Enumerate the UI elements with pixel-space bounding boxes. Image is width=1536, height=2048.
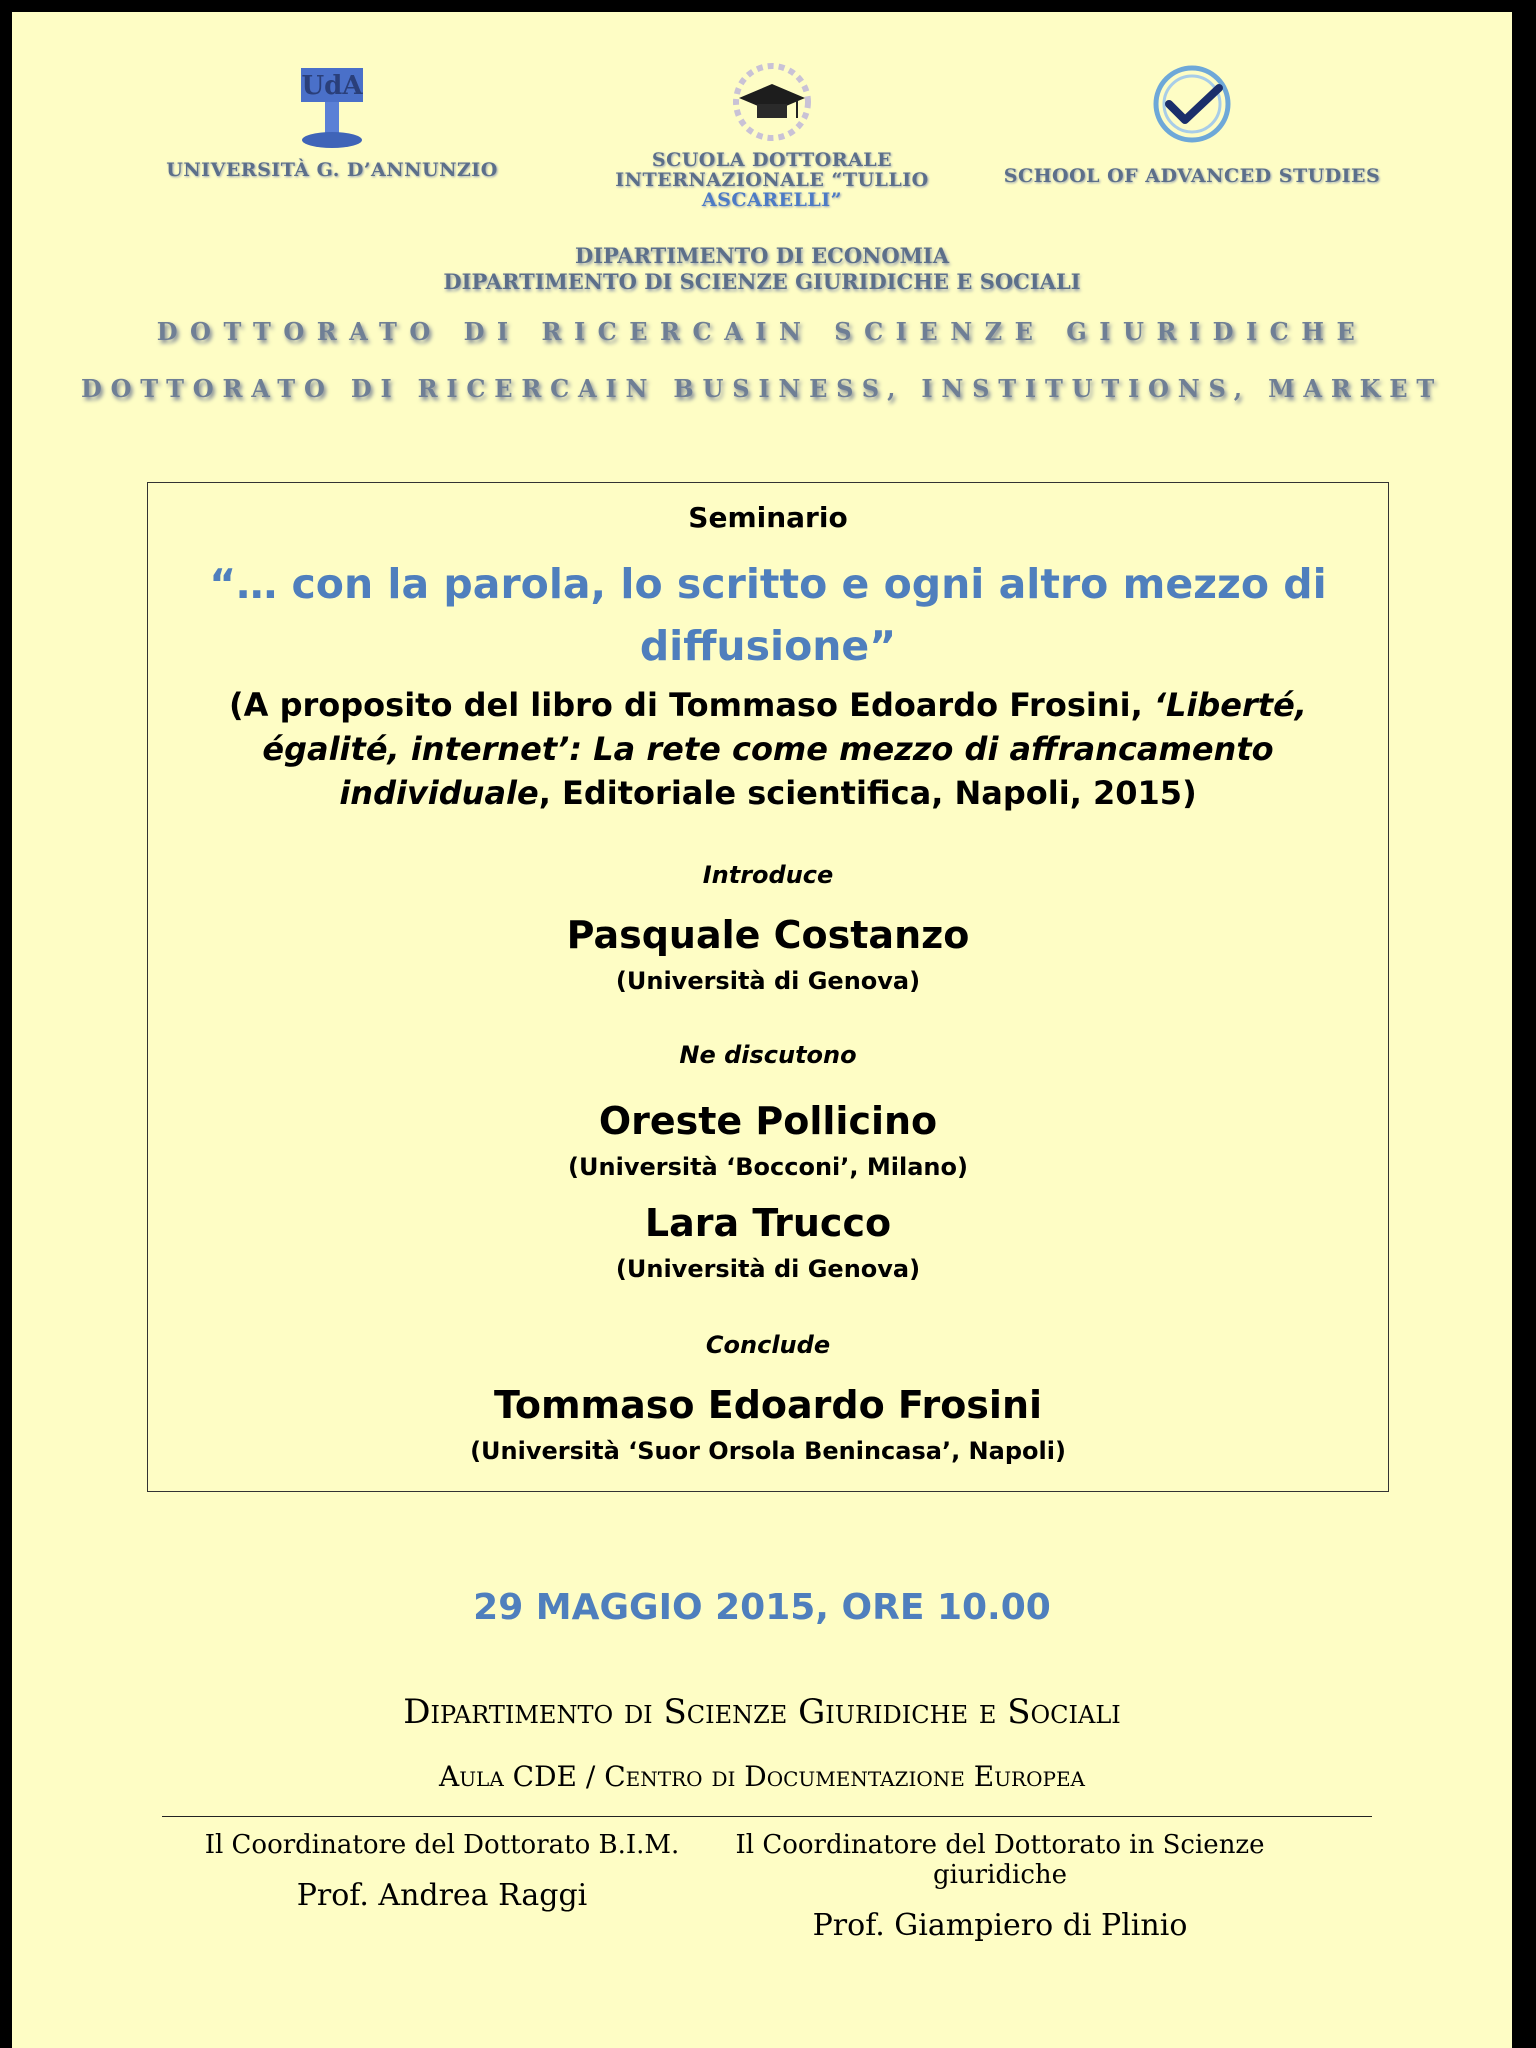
logo-caption-universita: UNIVERSITÀ G. D’ANNUNZIO	[166, 159, 498, 181]
logo-caption-school: SCHOOL OF ADVANCED STUDIES	[1003, 165, 1381, 187]
discussant-affiliation: (Università di Genova)	[615, 1255, 921, 1283]
seminar-title	[148, 553, 1388, 677]
department-scienze-giuridiche: DIPARTIMENTO DI SCIENZE GIURIDICHE E SOCIALI	[443, 269, 1081, 294]
discussant-affiliation: (Università ‘Bocconi’, Milano)	[568, 1153, 968, 1181]
concluder-affiliation: (Università ‘Suor Orsola Benincasa’, Napoli)	[470, 1437, 1066, 1465]
introducer-name: Pasquale Costanzo	[566, 913, 970, 957]
logo-scuola-dottorale	[612, 62, 932, 210]
book-title: égalité, internet’: La rete come mezzo di affrancamento	[262, 730, 1274, 768]
caption-line: ASCARELLI”	[701, 189, 843, 211]
book-title: individuale	[339, 774, 539, 812]
graduation-cap-icon	[727, 62, 817, 142]
signature-title: Il Coordinatore del Dottorato in Scienze giuridiche	[735, 1830, 1265, 1890]
subtitle-text: (A proposito del libro di Tommaso Edoardo Frosini,	[229, 686, 1154, 724]
department-economia: DIPARTIMENTO DI ECONOMIA	[574, 243, 949, 268]
book-title: ‘Liberté,	[1153, 686, 1307, 724]
doctorate-scienze-giuridiche: DOTTORATO DI RICERCAIN SCIENZE GIURIDICHE	[156, 317, 1368, 346]
seminar-subtitle	[148, 683, 1388, 815]
signature-block-bim	[162, 1830, 722, 1913]
subtitle-text: , Editoriale scientifica, Napoli, 2015)	[538, 774, 1197, 812]
university-seal-icon	[287, 62, 377, 152]
title-line: “… con la parola, lo scritto e ogni altro mezzo di	[209, 560, 1327, 608]
conclude-label: Conclude	[705, 1331, 831, 1359]
caption-line: SCUOLA DOTTORALE	[651, 149, 893, 171]
caption-line: INTERNAZIONALE “TULLIO	[615, 169, 929, 191]
title-line: diffusione”	[639, 622, 897, 670]
signature-name: Prof. Andrea Raggi	[296, 1878, 588, 1913]
signature-name: Prof. Giampiero di Plinio	[812, 1908, 1188, 1943]
event-date: 29 MAGGIO 2015, ORE 10.00	[473, 1587, 1051, 1628]
venue-room: Aula CDE / Centro di Documentazione Europea	[438, 1760, 1086, 1793]
divider	[162, 1816, 1372, 1817]
introducer-affiliation: (Università di Genova)	[615, 967, 921, 995]
checkmark-circle-icon	[1147, 62, 1237, 152]
logo-universita	[162, 62, 502, 180]
seminar-box	[147, 482, 1389, 1492]
signature-block-scienze	[720, 1830, 1280, 1943]
logo-school-advanced	[992, 62, 1392, 186]
poster-page	[12, 12, 1512, 2048]
discussants-label: Ne discutono	[679, 1041, 857, 1069]
signature-title: Il Coordinatore del Dottorato B.I.M.	[204, 1830, 680, 1860]
introduce-label: Introduce	[702, 861, 834, 889]
seminar-label: Seminario	[688, 501, 848, 534]
doctorate-business: DOTTORATO DI RICERCAIN BUSINESS, INSTITUTIONS, MARKET	[80, 374, 1444, 403]
seal-text: UdA	[301, 71, 363, 101]
discussant-name: Lara Trucco	[644, 1201, 892, 1245]
venue-department: Dipartimento di Scienze Giuridiche e Sociali	[403, 1692, 1121, 1732]
concluder-name: Tommaso Edoardo Frosini	[493, 1383, 1043, 1427]
logo-caption-scuola	[612, 150, 932, 210]
discussant-name: Oreste Pollicino	[598, 1099, 938, 1143]
